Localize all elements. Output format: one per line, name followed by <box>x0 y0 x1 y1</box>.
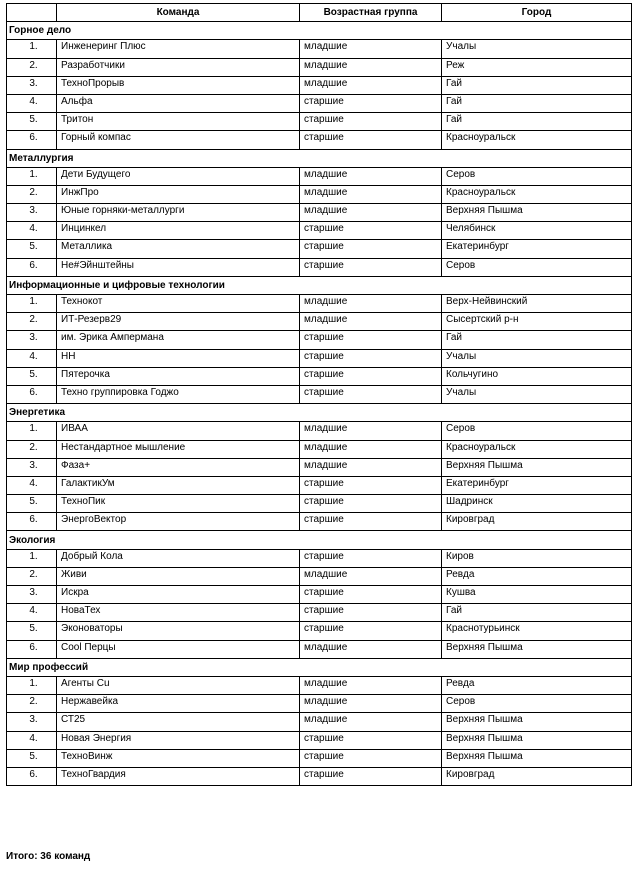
section-row <box>7 404 632 422</box>
team-name: Агенты Cu <box>57 676 300 694</box>
table-row <box>7 131 632 149</box>
table-row <box>7 204 632 222</box>
section-title: Энергетика <box>7 404 632 422</box>
age-group: старшие <box>300 222 442 240</box>
table-row <box>7 567 632 585</box>
team-name: Тритон <box>57 113 300 131</box>
age-group: младшие <box>300 185 442 203</box>
team-name: ИВАА <box>57 422 300 440</box>
team-name: Инцинкел <box>57 222 300 240</box>
row-number: 5. <box>7 240 57 258</box>
age-group: старшие <box>300 604 442 622</box>
age-group: младшие <box>300 76 442 94</box>
age-group: младшие <box>300 567 442 585</box>
city: Учалы <box>442 385 632 403</box>
table-row <box>7 513 632 531</box>
city: Ревда <box>442 676 632 694</box>
city: Кушва <box>442 586 632 604</box>
table-row <box>7 113 632 131</box>
table-row <box>7 185 632 203</box>
row-number: 1. <box>7 549 57 567</box>
row-number: 1. <box>7 295 57 313</box>
table-row <box>7 476 632 494</box>
city: Учалы <box>442 349 632 367</box>
table-row <box>7 240 632 258</box>
table-row <box>7 549 632 567</box>
city: Верхняя Пышма <box>442 713 632 731</box>
team-name: Нержавейка <box>57 695 300 713</box>
team-name: Живи <box>57 567 300 585</box>
row-number: 3. <box>7 76 57 94</box>
city: Серов <box>442 422 632 440</box>
row-number: 6. <box>7 258 57 276</box>
city: Киров <box>442 549 632 567</box>
table-row <box>7 349 632 367</box>
row-number: 4. <box>7 476 57 494</box>
city: Красноуральск <box>442 185 632 203</box>
team-name: ИнжПро <box>57 185 300 203</box>
team-name: ГалактикУм <box>57 476 300 494</box>
row-number: 5. <box>7 113 57 131</box>
city: Серов <box>442 258 632 276</box>
row-number: 5. <box>7 749 57 767</box>
row-number: 4. <box>7 731 57 749</box>
team-name: ТехноПик <box>57 495 300 513</box>
total-count: Итого: 36 команд <box>6 851 91 862</box>
table-row <box>7 586 632 604</box>
table-row <box>7 222 632 240</box>
row-number: 6. <box>7 385 57 403</box>
city: Серов <box>442 695 632 713</box>
row-number: 2. <box>7 58 57 76</box>
section-row <box>7 658 632 676</box>
section-row <box>7 276 632 294</box>
age-group: младшие <box>300 167 442 185</box>
age-group: младшие <box>300 313 442 331</box>
row-number: 3. <box>7 713 57 731</box>
table-row <box>7 94 632 112</box>
row-number: 6. <box>7 131 57 149</box>
team-name: Cool Перцы <box>57 640 300 658</box>
table-row <box>7 640 632 658</box>
header-row <box>7 4 632 22</box>
city: Краснотурьинск <box>442 622 632 640</box>
team-name: Технокот <box>57 295 300 313</box>
row-number: 1. <box>7 422 57 440</box>
row-number: 3. <box>7 204 57 222</box>
city: Красноуральск <box>442 131 632 149</box>
city: Гай <box>442 76 632 94</box>
team-name: ТехноГвардия <box>57 767 300 785</box>
age-group: старшие <box>300 476 442 494</box>
city: Челябинск <box>442 222 632 240</box>
age-group: старшие <box>300 549 442 567</box>
row-number: 1. <box>7 676 57 694</box>
age-group: младшие <box>300 40 442 58</box>
table-row <box>7 695 632 713</box>
table-row <box>7 40 632 58</box>
section-title: Экология <box>7 531 632 549</box>
table-body <box>7 22 632 786</box>
city: Шадринск <box>442 495 632 513</box>
age-group: старшие <box>300 349 442 367</box>
section-title: Информационные и цифровые технологии <box>7 276 632 294</box>
age-group: старшие <box>300 731 442 749</box>
table-row <box>7 458 632 476</box>
team-name: Разработчики <box>57 58 300 76</box>
team-name: Инженеринг Плюс <box>57 40 300 58</box>
table-row <box>7 622 632 640</box>
row-number: 2. <box>7 695 57 713</box>
team-name: им. Эрика Ампермана <box>57 331 300 349</box>
row-number: 3. <box>7 331 57 349</box>
city: Сысертский р-н <box>442 313 632 331</box>
city: Кировград <box>442 767 632 785</box>
team-name: Новая Энергия <box>57 731 300 749</box>
teams-table <box>6 3 632 786</box>
age-group: старшие <box>300 586 442 604</box>
team-name: ИТ-Резерв29 <box>57 313 300 331</box>
table-row <box>7 167 632 185</box>
table-row <box>7 422 632 440</box>
row-number: 6. <box>7 640 57 658</box>
table-row <box>7 76 632 94</box>
team-name: Нестандартное мышление <box>57 440 300 458</box>
table-row <box>7 604 632 622</box>
city: Верхняя Пышма <box>442 749 632 767</box>
team-name: НН <box>57 349 300 367</box>
header-num <box>7 4 57 22</box>
row-number: 4. <box>7 349 57 367</box>
table-row <box>7 713 632 731</box>
team-name: Не#Эйнштейны <box>57 258 300 276</box>
age-group: младшие <box>300 204 442 222</box>
row-number: 6. <box>7 767 57 785</box>
age-group: старшие <box>300 94 442 112</box>
age-group: старшие <box>300 331 442 349</box>
header-age-group: Возрастная группа <box>300 4 442 22</box>
age-group: старшие <box>300 367 442 385</box>
team-name: ТехноВинж <box>57 749 300 767</box>
section-title: Мир профессий <box>7 658 632 676</box>
table-row <box>7 749 632 767</box>
table-row <box>7 767 632 785</box>
age-group: младшие <box>300 440 442 458</box>
table-row <box>7 367 632 385</box>
row-number: 2. <box>7 185 57 203</box>
age-group: старшие <box>300 749 442 767</box>
team-name: ЭнергоВектор <box>57 513 300 531</box>
team-name: ТехноПрорыв <box>57 76 300 94</box>
table-row <box>7 258 632 276</box>
table-row <box>7 331 632 349</box>
age-group: младшие <box>300 422 442 440</box>
team-name: СТ25 <box>57 713 300 731</box>
row-number: 5. <box>7 367 57 385</box>
age-group: старшие <box>300 513 442 531</box>
header-city: Город <box>442 4 632 22</box>
age-group: младшие <box>300 58 442 76</box>
city: Серов <box>442 167 632 185</box>
age-group: старшие <box>300 240 442 258</box>
city: Екатеринбург <box>442 476 632 494</box>
team-name: Металлика <box>57 240 300 258</box>
age-group: старшие <box>300 258 442 276</box>
city: Реж <box>442 58 632 76</box>
city: Екатеринбург <box>442 240 632 258</box>
table-row <box>7 440 632 458</box>
section-row <box>7 531 632 549</box>
section-row <box>7 149 632 167</box>
row-number: 6. <box>7 513 57 531</box>
team-name: НоваТех <box>57 604 300 622</box>
age-group: старшие <box>300 767 442 785</box>
team-name: Юные горняки-металлурги <box>57 204 300 222</box>
city: Верх-Нейвинский <box>442 295 632 313</box>
team-name: Техно группировка Годжо <box>57 385 300 403</box>
city: Кольчугино <box>442 367 632 385</box>
city: Учалы <box>442 40 632 58</box>
table-row <box>7 495 632 513</box>
table-row <box>7 295 632 313</box>
age-group: младшие <box>300 458 442 476</box>
age-group: старшие <box>300 131 442 149</box>
city: Гай <box>442 604 632 622</box>
row-number: 1. <box>7 40 57 58</box>
city: Ревда <box>442 567 632 585</box>
city: Красноуральск <box>442 440 632 458</box>
row-number: 4. <box>7 222 57 240</box>
age-group: старшие <box>300 385 442 403</box>
header-team: Команда <box>57 4 300 22</box>
team-name: Фаза+ <box>57 458 300 476</box>
team-name: Пятерочка <box>57 367 300 385</box>
row-number: 5. <box>7 495 57 513</box>
row-number: 3. <box>7 458 57 476</box>
age-group: младшие <box>300 640 442 658</box>
section-row <box>7 22 632 40</box>
team-name: Горный компас <box>57 131 300 149</box>
age-group: младшие <box>300 695 442 713</box>
section-title: Горное дело <box>7 22 632 40</box>
team-name: Дети Будущего <box>57 167 300 185</box>
city: Гай <box>442 331 632 349</box>
row-number: 2. <box>7 313 57 331</box>
age-group: младшие <box>300 295 442 313</box>
row-number: 2. <box>7 567 57 585</box>
team-name: Искра <box>57 586 300 604</box>
age-group: старшие <box>300 495 442 513</box>
city: Верхняя Пышма <box>442 458 632 476</box>
table-row <box>7 676 632 694</box>
section-title: Металлургия <box>7 149 632 167</box>
row-number: 2. <box>7 440 57 458</box>
city: Верхняя Пышма <box>442 731 632 749</box>
team-name: Эконоваторы <box>57 622 300 640</box>
age-group: младшие <box>300 676 442 694</box>
city: Верхняя Пышма <box>442 640 632 658</box>
age-group: старшие <box>300 622 442 640</box>
age-group: младшие <box>300 713 442 731</box>
row-number: 4. <box>7 94 57 112</box>
table-row <box>7 58 632 76</box>
row-number: 1. <box>7 167 57 185</box>
table-row <box>7 731 632 749</box>
city: Гай <box>442 113 632 131</box>
row-number: 5. <box>7 622 57 640</box>
city: Верхняя Пышма <box>442 204 632 222</box>
table-row <box>7 385 632 403</box>
team-name: Добрый Кола <box>57 549 300 567</box>
row-number: 4. <box>7 604 57 622</box>
city: Гай <box>442 94 632 112</box>
team-name: Альфа <box>57 94 300 112</box>
row-number: 3. <box>7 586 57 604</box>
age-group: старшие <box>300 113 442 131</box>
city: Кировград <box>442 513 632 531</box>
table-row <box>7 313 632 331</box>
